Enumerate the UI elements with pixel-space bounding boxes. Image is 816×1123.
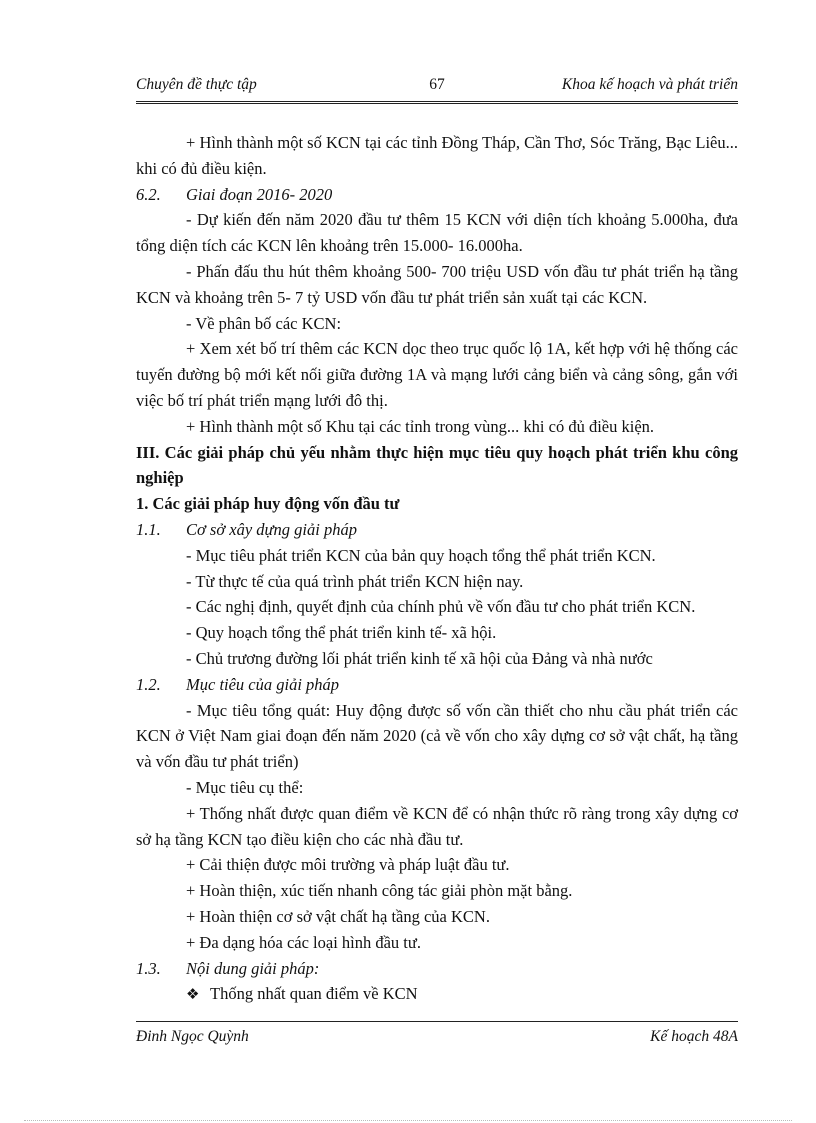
paragraph: + Cải thiện được môi trường và pháp luật đầu tư. [186,855,510,875]
paragraph: - Từ thực tế của quá trình phát triển KCN hiện nay. [186,571,524,591]
section-heading-III: III. Các giải pháp chủ yếu nhằm thực hiện mục tiêu quy hoạch phát triển khu công nghiệp [136,442,738,488]
paragraph: - Về phân bố các KCN: [186,313,342,333]
bullet-text: Thống nhất quan điểm về KCN [210,984,418,1004]
heading-number: 1.3. [136,958,161,978]
paragraph: + Đa dạng hóa các loại hình đầu tư. [186,932,421,952]
heading-text: Giai đoạn 2016- 2020 [186,184,333,204]
header-faculty: Khoa kế hoạch và phát triển [561,76,738,93]
footer-author: Đinh Ngọc Quỳnh [136,1028,249,1045]
paragraph: - Quy hoạch tổng thể phát triển kinh tế- xã hội. [186,623,497,643]
bullet-item [136,981,738,1008]
paragraph: - Mục tiêu phát triển KCN của bản quy hoạch tổng thể phát triển KCN. [186,545,656,565]
paragraph: - Dự kiến đến năm 2020 đầu tư thêm 15 KCN với diện tích khoảng 5.000ha, đưa tổng diện tích các KCN lên khoảng trên 15.000- 16.000ha. [136,210,738,256]
section-heading-1-3 [136,956,738,982]
heading-number: 6.2. [136,184,161,204]
section-heading-1-2 [136,672,738,698]
header-divider [136,101,738,104]
paragraph: + Hình thành một số Khu tại các tỉnh trong vùng... khi có đủ điều kiện. [186,416,655,436]
heading-number: 1.1. [136,519,161,539]
paragraph: + Hoàn thiện, xúc tiến nhanh công tác giải phòn mặt bằng. [186,881,573,901]
paragraph: - Các nghị định, quyết định của chính phủ về vốn đầu tư cho phát triển KCN. [186,597,696,617]
paragraph: - Chủ trương đường lối phát triển kinh tế xã hội của Đảng và nhà nước [186,648,653,668]
header-course-title: Chuyên đề thực tập [136,76,257,93]
page-edge-line [24,1120,792,1121]
footer-divider [136,1021,738,1022]
paragraph: + Thống nhất được quan điểm về KCN để có nhận thức rõ ràng trong xây dựng cơ sở hạ tầng KCN tạo điều kiện cho các nhà đầu tư. [136,803,738,849]
section-heading-1: 1. Các giải pháp huy động vốn đầu tư [136,494,400,514]
heading-text: Nội dung giải pháp: [186,958,320,978]
paragraph: + Hình thành một số KCN tại các tỉnh Đồng Tháp, Cần Thơ, Sóc Trăng, Bạc Liêu... khi có đủ điều kiện. [136,133,738,178]
heading-text: Cơ sở xây dựng giải pháp [186,519,357,539]
page-header [136,76,738,98]
heading-number: 1.2. [136,674,161,694]
page-number: 67 [429,76,445,93]
section-heading-6-2 [136,182,738,208]
paragraph: + Xem xét bố trí thêm các KCN dọc theo trục quốc lộ 1A, kết hợp với hệ thống các tuyến đường bộ mới kết nối giữa đường 1A và mạng lưới cảng biển và cảng sông, gắn với việc bố trí phát triển mạng lưới đô thị. [136,339,738,410]
section-heading-1-1 [136,517,738,543]
paragraph: - Mục tiêu tổng quát: Huy động được số vốn cần thiết cho nhu cầu phát triển các KCN ở Việt Nam giai đoạn đến năm 2020 (cả về vốn cho xây dựng cơ sở vật chất, hạ tầng và vốn đầu tư phát triển) [136,700,738,772]
paragraph: - Phấn đấu thu hút thêm khoảng 500- 700 triệu USD vốn đầu tư phát triển hạ tầng KCN và khoảng trên 5- 7 tỷ USD vốn đầu tư phát triển sản xuất tại các KCN. [136,261,738,307]
heading-text: Mục tiêu của giải pháp [186,674,340,694]
footer-class: Kế hoạch 48A [650,1028,738,1045]
diamond-bullet-icon: ❖ [186,985,200,1004]
paragraph: - Mục tiêu cụ thể: [186,777,304,797]
document-body [136,130,738,1008]
paragraph: + Hoàn thiện cơ sở vật chất hạ tầng của KCN. [186,906,490,926]
